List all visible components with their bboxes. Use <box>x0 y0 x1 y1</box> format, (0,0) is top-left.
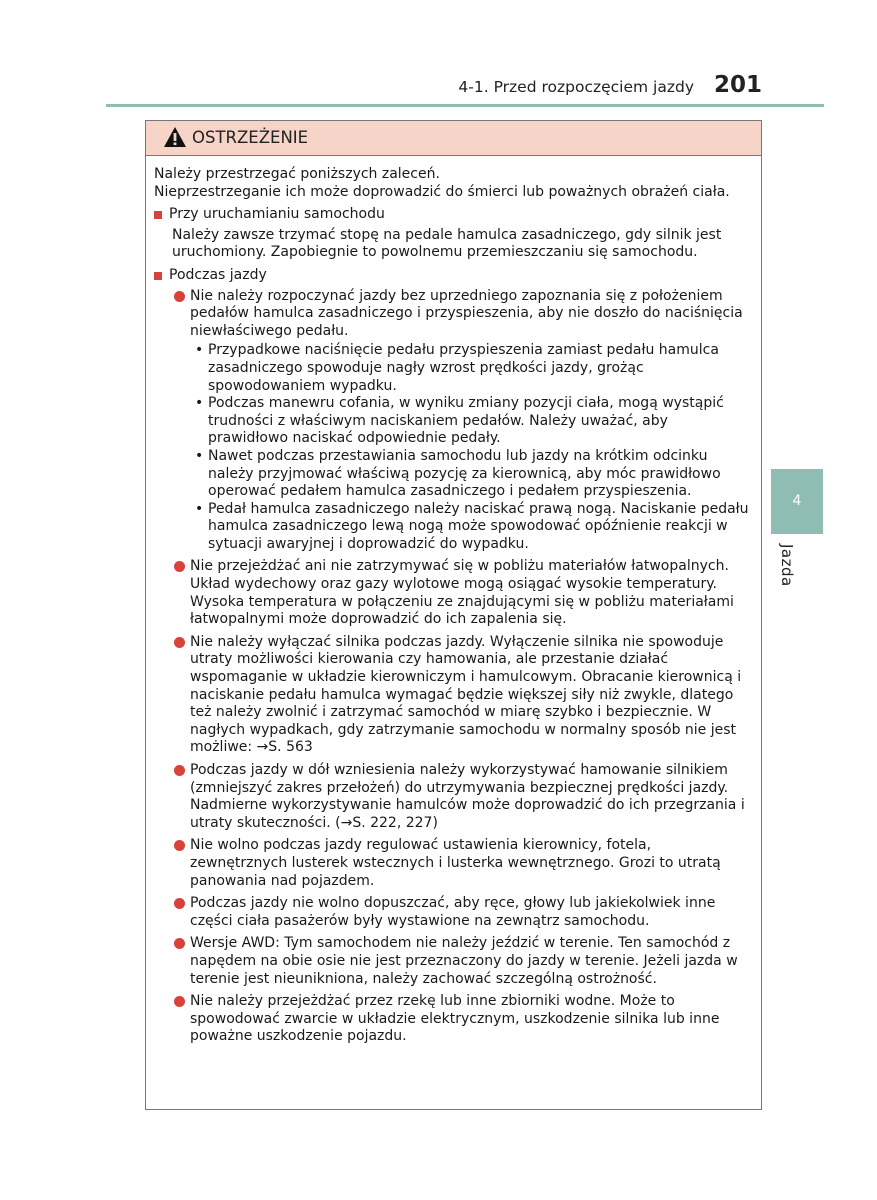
sub-list-item <box>192 395 749 448</box>
section-heading-start <box>154 206 749 224</box>
list-item-text: Nie należy rozpoczynać jazdy bez uprzedniego zapoznania się z położeniem pedałów hamulca zasadniczego i przyspieszenia, aby nie doszło do naciśnięcia niewłaściwego pedału. <box>190 287 743 339</box>
red-dot-icon <box>174 898 185 909</box>
list-item-text: Nie wolno podczas jazdy regulować ustawienia kierownicy, fotela, zewnętrznych lusterek wstecznych i lusterka wewnętrznego. Grozi to utratą panowania nad pojazdem. <box>190 837 721 889</box>
list-item <box>174 895 749 930</box>
chapter-tab-number: 4 <box>792 493 802 509</box>
red-dot-icon <box>174 938 185 949</box>
warning-triangle-icon <box>164 127 186 147</box>
warning-header <box>146 121 761 156</box>
red-dot-icon <box>174 765 185 776</box>
sub-list-item <box>192 342 749 395</box>
red-square-icon <box>154 272 162 280</box>
list-item <box>174 762 749 832</box>
section-title: 4-1. Przed rozpoczęciem jazdy <box>458 78 694 96</box>
page-number: 201 <box>714 72 763 98</box>
sub-item-text: Przypadkowe naciśnięcie pedału przyspieszenia zamiast pedału hamulca zasadniczego spowoduje nagły wzrost prędkości jazdy, grożąc spowodowaniem wypadku. <box>208 342 719 394</box>
bullet-dot-icon: • <box>195 395 204 412</box>
list-item-text: Nie należy przejeżdżać przez rzekę lub inne zbiorniki wodne. Może to spowodować zwarcie w układzie elektrycznym, uszkodzenie silnika lub inne poważne uszkodzenie pojazdu. <box>190 993 720 1045</box>
bullet-dot-icon: • <box>195 342 204 359</box>
header-rule <box>106 104 824 107</box>
sub-list-item <box>192 448 749 501</box>
list-item-text: Podczas jazdy nie wolno dopuszczać, aby ręce, głowy lub jakiekolwiek inne części ciała pasażerów były wystawione na zewnątrz samochodu. <box>190 895 716 929</box>
bullet-dot-icon: • <box>195 500 204 517</box>
list-item <box>174 993 749 1046</box>
warning-title: OSTRZEŻENIE <box>192 128 309 147</box>
list-item-text: Wersje AWD: Tym samochodem nie należy jeździć w terenie. Ten samochód z napędem na obie osie nie jest przeznaczony do jazdy w terenie. Jeżeli jazda w terenie jest nieunikniona, należy zachować szczególną ostrożność. <box>190 935 738 987</box>
chapter-tab <box>771 469 823 534</box>
red-dot-icon <box>174 637 185 648</box>
red-dot-icon <box>174 996 185 1007</box>
intro-line-2: Nieprzestrzeganie ich może doprowadzić do śmierci lub poważnych obrażeń ciała. <box>154 183 730 200</box>
sub-item-text: Pedał hamulca zasadniczego należy naciskać prawą nogą. Naciskanie pedału hamulca zasadniczego lewą nogą może spowodować opóźnienie reakcji w sytuacji awaryjnej i doprowadzić do wypadku. <box>208 500 749 552</box>
section-heading-text: Podczas jazdy <box>169 266 267 283</box>
section-heading-driving <box>154 267 749 285</box>
sub-list <box>190 342 749 553</box>
chapter-tab-label: Jazda <box>778 544 796 587</box>
section-heading-text: Przy uruchamianiu samochodu <box>169 206 385 223</box>
intro-line-1: Należy przestrzegać poniższych zaleceń. <box>154 166 440 182</box>
section-paragraph: Należy zawsze trzymać stopę na pedale hamulca zasadniczego, gdy silnik jest uruchomiony. Zapobiegnie to powolnemu przemieszczaniu się samochodu. <box>172 226 722 261</box>
list-item <box>174 837 749 890</box>
sub-item-text: Nawet podczas przestawiania samochodu lub jazdy na krótkim odcinku należy przyjmować właściwą pozycję za kierownicą, aby móc prawidłowo operować pedałem hamulca zasadniczego i pedałem przyspieszenia. <box>208 447 721 500</box>
red-dot-icon <box>174 561 185 572</box>
warning-body <box>146 156 761 1046</box>
list-item <box>174 558 749 628</box>
bullet-dot-icon: • <box>195 447 204 464</box>
warning-box <box>145 120 762 1110</box>
list-item-text: Nie przejeżdżać ani nie zatrzymywać się w pobliżu materiałów łatwopalnych. Układ wydechowy oraz gazy wylotowe mogą osiągać wysokie temperatury. Wysoka temperatura w połączeniu ze znajdującymi się w pobliżu materiałami łatwopalnymi może doprowadzić do ich zapalenia się. <box>190 558 734 628</box>
red-dot-icon <box>174 291 185 302</box>
list-item <box>174 634 749 757</box>
list-item <box>174 935 749 988</box>
sub-item-text: Podczas manewru cofania, w wyniku zmiany pozycji ciała, mogą wystąpić trudności z właściwym naciskaniem pedałów. Należy uważać, aby prawidłowo naciskać odpowiednie pedały. <box>208 395 724 447</box>
list-item-text: Podczas jazdy w dół wzniesienia należy wykorzystywać hamowanie silnikiem (zmniejszyć zakres przełożeń) do utrzymywania bezpiecznej prędkości jazdy. Nadmierne wykorzystywanie hamulców może doprowadzić do ich przegrzania i utraty skuteczności. (→S. 222, 227) <box>190 762 745 831</box>
red-dot-icon <box>174 840 185 851</box>
list-item-text: Nie należy wyłączać silnika podczas jazdy. Wyłączenie silnika nie spowoduje utraty możliwości kierowania czy hamowania, ale przestanie działać wspomaganie w układzie kierowniczym i hamulcowym. Obracanie kierownicą i naciskanie pedału hamulca wymagać będzie większej siły niż zwykle, dlatego też należy zwolnić i zatrzymać samochód w miarę szybko i bezpiecznie. W nagłych wypadkach, gdy zatrzymanie samochodu w normalny sposób nie jest możliwe: →S. 563 <box>190 633 742 756</box>
warning-list <box>154 288 749 1046</box>
list-item <box>174 288 749 554</box>
red-square-icon <box>154 211 162 219</box>
sub-list-item <box>192 501 749 554</box>
